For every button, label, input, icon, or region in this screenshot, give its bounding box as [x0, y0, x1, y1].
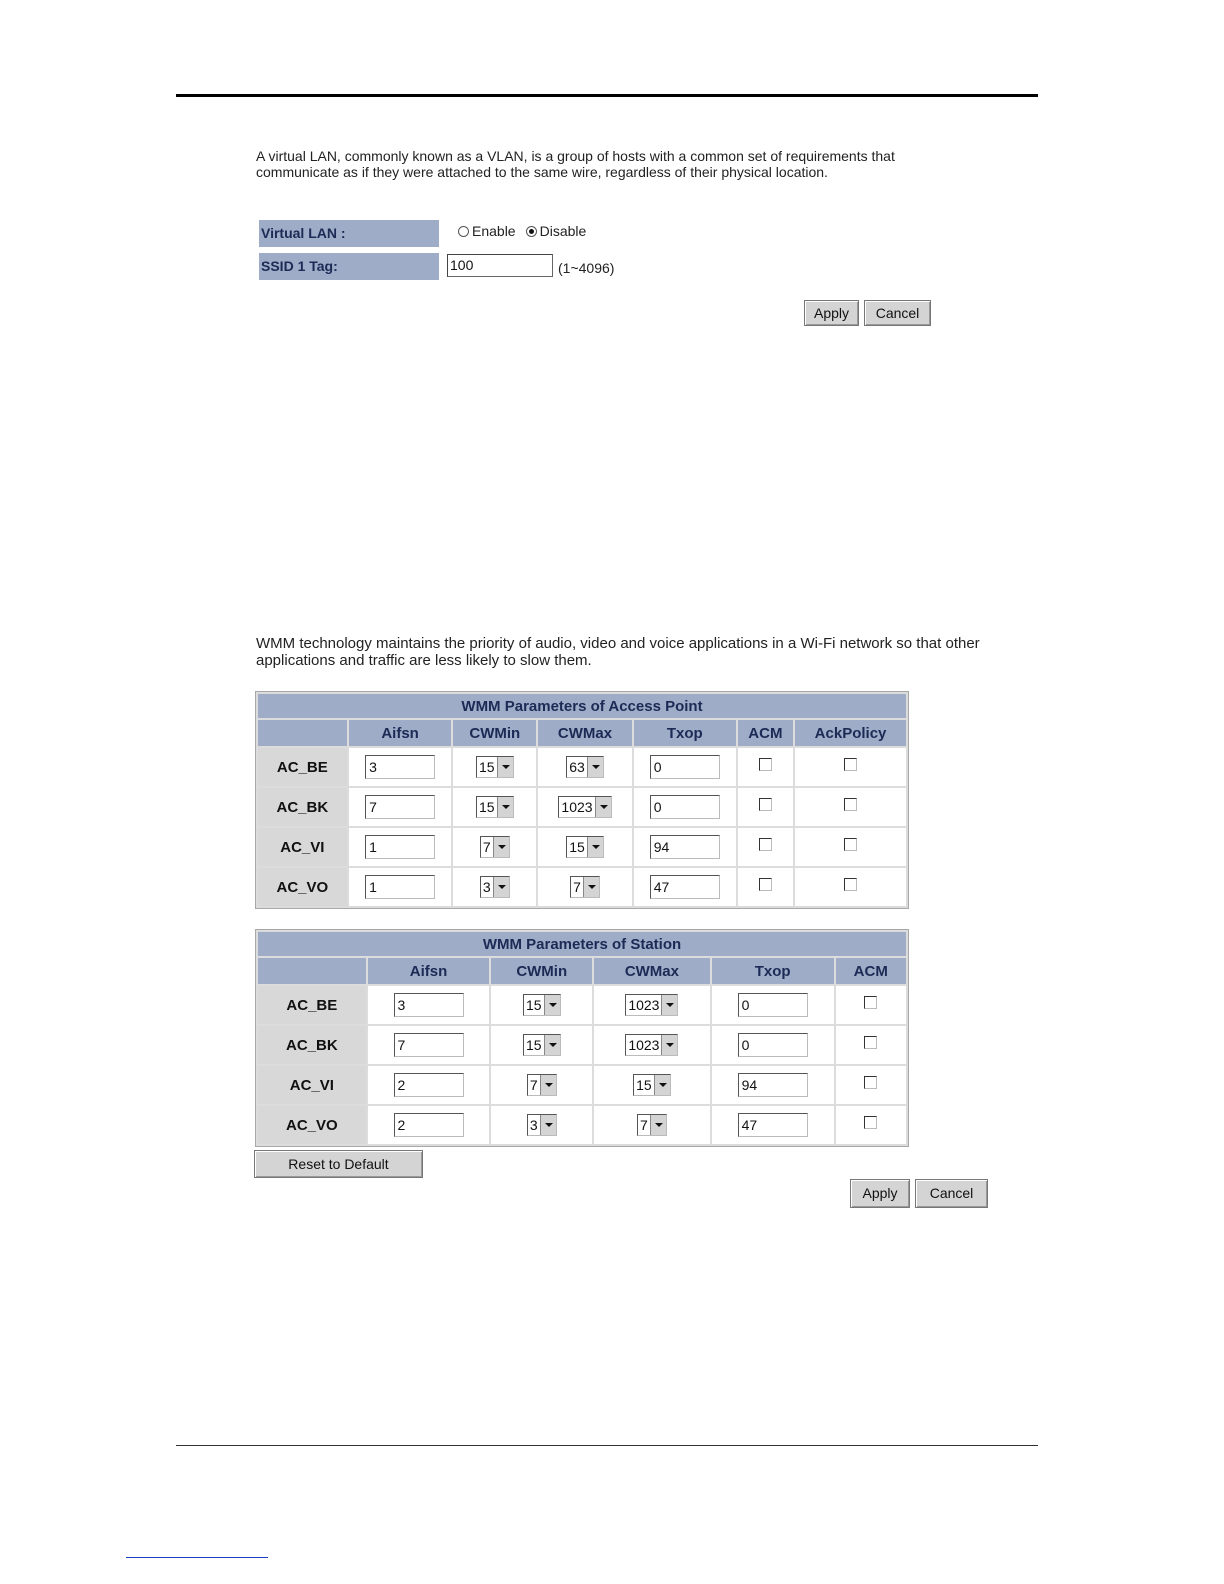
chevron-down-icon[interactable]	[587, 837, 603, 857]
cwmax-cell	[594, 1106, 710, 1144]
cwmax-select-value: 7	[640, 1117, 648, 1133]
acm-cell	[836, 986, 906, 1024]
table-row	[258, 986, 906, 1024]
cwmax-cell	[538, 868, 632, 906]
cwmin-cell	[491, 986, 592, 1024]
cwmax-select-value: 7	[573, 879, 581, 895]
cwmin-cell	[491, 1066, 592, 1104]
column-header-acm: ACM	[738, 720, 793, 746]
column-header-aifsn: Aifsn	[349, 720, 452, 746]
enable-radio-label: Enable	[472, 223, 516, 239]
acm-checkbox[interactable]	[864, 1076, 877, 1089]
cwmin-select[interactable]	[523, 1034, 561, 1056]
cwmin-select[interactable]	[476, 756, 514, 778]
cwmax-select[interactable]	[625, 994, 678, 1016]
aifsn-input[interactable]: 3	[394, 993, 464, 1017]
txop-cell	[634, 748, 736, 786]
cwmax-select[interactable]	[625, 1034, 678, 1056]
aifsn-input[interactable]: 2	[394, 1113, 464, 1137]
cwmax-select[interactable]	[633, 1074, 671, 1096]
vlan-cancel-button[interactable]: Cancel	[864, 300, 931, 326]
chevron-down-icon[interactable]	[661, 1035, 677, 1055]
ackpolicy-checkbox[interactable]	[844, 798, 857, 811]
acm-checkbox[interactable]	[759, 798, 772, 811]
aifsn-cell	[349, 868, 452, 906]
disable-radio[interactable]	[526, 226, 537, 237]
txop-cell	[712, 986, 834, 1024]
txop-cell	[712, 1106, 834, 1144]
header-rule	[176, 94, 1038, 97]
chevron-down-icon[interactable]	[540, 1115, 556, 1135]
row-header: AC_BE	[258, 986, 366, 1024]
column-header-txop: Txop	[712, 958, 834, 984]
acm-cell	[836, 1026, 906, 1064]
wmm-station-title: WMM Parameters of Station	[258, 932, 906, 956]
row-header: AC_VO	[258, 1106, 366, 1144]
vlan-apply-button[interactable]: Apply	[804, 300, 859, 326]
acm-cell	[836, 1106, 906, 1144]
column-header-cwmin: CWMin	[453, 720, 536, 746]
wmm-ap-corner	[258, 720, 347, 746]
table-row	[258, 788, 906, 826]
cwmax-cell	[594, 1066, 710, 1104]
txop-cell	[634, 868, 736, 906]
cwmax-select-value: 63	[569, 759, 585, 775]
wmm-ap-table	[255, 691, 909, 909]
chevron-down-icon[interactable]	[661, 995, 677, 1015]
txop-input[interactable]: 0	[650, 755, 720, 779]
column-header-txop: Txop	[634, 720, 736, 746]
cwmin-select-value: 15	[525, 1037, 542, 1053]
row-header: AC_VI	[258, 1066, 366, 1104]
txop-input[interactable]: 0	[738, 1033, 808, 1057]
acm-checkbox[interactable]	[759, 878, 772, 891]
chevron-down-icon[interactable]	[595, 797, 611, 817]
cwmin-cell	[491, 1106, 592, 1144]
cwmax-select-value: 15	[636, 1077, 652, 1093]
disable-radio-label: Disable	[539, 223, 587, 239]
aifsn-cell	[349, 828, 452, 866]
ackpolicy-cell	[795, 828, 906, 866]
chevron-down-icon[interactable]	[654, 1075, 670, 1095]
acm-cell	[738, 828, 793, 866]
aifsn-input[interactable]: 1	[365, 835, 435, 859]
column-header-cwmax: CWMax	[594, 958, 710, 984]
chevron-down-icon[interactable]	[493, 877, 509, 897]
cwmin-cell	[453, 828, 536, 866]
row-header: AC_VI	[258, 828, 347, 866]
chevron-down-icon[interactable]	[493, 837, 509, 857]
txop-input[interactable]: 94	[738, 1073, 808, 1097]
cwmax-cell	[594, 1026, 710, 1064]
acm-checkbox[interactable]	[864, 996, 877, 1009]
txop-cell	[712, 1066, 834, 1104]
chevron-down-icon[interactable]	[497, 797, 513, 817]
ackpolicy-checkbox[interactable]	[844, 758, 857, 771]
ackpolicy-cell	[795, 748, 906, 786]
ackpolicy-checkbox[interactable]	[844, 838, 857, 851]
txop-input[interactable]: 0	[650, 795, 720, 819]
cwmax-cell	[538, 748, 632, 786]
acm-cell	[738, 788, 793, 826]
cwmin-select-value: 7	[482, 839, 491, 855]
cwmin-select[interactable]	[527, 1074, 557, 1096]
ackpolicy-cell	[795, 868, 906, 906]
cwmax-select[interactable]	[558, 796, 611, 818]
aifsn-input[interactable]: 2	[394, 1073, 464, 1097]
table-row	[258, 1066, 906, 1104]
cwmin-select-value: 15	[479, 759, 495, 775]
aifsn-cell	[368, 1026, 490, 1064]
table-row	[258, 1106, 906, 1144]
cwmin-select[interactable]	[476, 796, 514, 818]
aifsn-cell	[368, 1066, 490, 1104]
wmm-ap-title: WMM Parameters of Access Point	[258, 694, 906, 718]
reset-to-default-button[interactable]: Reset to Default	[254, 1150, 423, 1178]
column-header-ackpolicy: AckPolicy	[795, 720, 906, 746]
chevron-down-icon[interactable]	[497, 757, 513, 777]
virtual-lan-radio-group	[458, 223, 596, 239]
wmm-cancel-button[interactable]: Cancel	[915, 1179, 988, 1208]
enable-radio[interactable]	[458, 226, 469, 237]
footer-link-underline	[126, 1557, 268, 1558]
table-row	[258, 828, 906, 866]
row-header: AC_BK	[258, 788, 347, 826]
wmm-apply-button[interactable]: Apply	[850, 1179, 910, 1208]
txop-input[interactable]: 47	[650, 875, 720, 899]
cwmin-select[interactable]	[523, 994, 561, 1016]
vlan-description: A virtual LAN, commonly known as a VLAN, is a group of hosts with a common set of requirements that communicate as if they were attached to the same wire, regardless of their physical location.	[256, 148, 895, 180]
cwmin-select-value: 7	[529, 1077, 538, 1093]
chevron-down-icon[interactable]	[540, 1075, 556, 1095]
acm-checkbox[interactable]	[864, 1116, 877, 1129]
aifsn-cell	[349, 748, 452, 786]
aifsn-input[interactable]: 7	[365, 795, 435, 819]
cwmin-select-value: 15	[479, 799, 495, 815]
table-row	[258, 1026, 906, 1064]
acm-checkbox[interactable]	[864, 1036, 877, 1049]
cwmin-cell	[453, 788, 536, 826]
aifsn-cell	[368, 1106, 490, 1144]
txop-cell	[634, 828, 736, 866]
footer-rule	[176, 1445, 1038, 1446]
cwmin-select-value: 3	[529, 1117, 538, 1133]
cwmax-select-value: 1023	[561, 799, 593, 815]
cwmax-select-value: 1023	[628, 997, 660, 1013]
chevron-down-icon[interactable]	[587, 757, 603, 777]
cwmin-select[interactable]	[480, 876, 510, 898]
cwmax-select-value: 1023	[628, 1037, 660, 1053]
row-header: AC_BK	[258, 1026, 366, 1064]
cwmax-select[interactable]	[566, 836, 604, 858]
cwmin-cell	[453, 748, 536, 786]
wmm-station-table	[255, 929, 909, 1147]
chevron-down-icon[interactable]	[544, 1035, 560, 1055]
acm-cell	[738, 868, 793, 906]
ssid-tag-range-hint: (1~4096)	[558, 260, 615, 276]
cwmin-cell	[453, 868, 536, 906]
table-row	[258, 868, 906, 906]
txop-input[interactable]: 0	[738, 993, 808, 1017]
wmm-station-corner	[258, 958, 366, 984]
row-header: AC_VO	[258, 868, 347, 906]
cwmax-cell	[538, 828, 632, 866]
cwmax-select[interactable]	[570, 876, 600, 898]
chevron-down-icon[interactable]	[650, 1115, 666, 1135]
txop-cell	[712, 1026, 834, 1064]
chevron-down-icon[interactable]	[544, 995, 560, 1015]
acm-checkbox[interactable]	[759, 838, 772, 851]
ssid-tag-input[interactable]: 100	[447, 254, 553, 277]
cwmin-select[interactable]	[527, 1114, 557, 1136]
txop-cell	[634, 788, 736, 826]
cwmax-select[interactable]	[637, 1114, 667, 1136]
ackpolicy-cell	[795, 788, 906, 826]
txop-input[interactable]: 47	[738, 1113, 808, 1137]
chevron-down-icon[interactable]	[583, 877, 599, 897]
aifsn-input[interactable]: 1	[365, 875, 435, 899]
virtual-lan-label: Virtual LAN :	[259, 220, 439, 247]
table-row	[258, 748, 906, 786]
cwmin-select-value: 3	[482, 879, 491, 895]
acm-cell	[738, 748, 793, 786]
txop-input[interactable]: 94	[650, 835, 720, 859]
wmm-description: WMM technology maintains the priority of audio, video and voice applications in a Wi-Fi network so that other applications and traffic are less likely to slow them.	[256, 635, 980, 669]
cwmin-select-value: 15	[525, 997, 542, 1013]
acm-cell	[836, 1066, 906, 1104]
ssid-tag-label: SSID 1 Tag:	[259, 253, 439, 280]
aifsn-cell	[349, 788, 452, 826]
cwmax-select[interactable]	[566, 756, 604, 778]
cwmax-cell	[594, 986, 710, 1024]
ackpolicy-checkbox[interactable]	[844, 878, 857, 891]
acm-checkbox[interactable]	[759, 758, 772, 771]
aifsn-input[interactable]: 7	[394, 1033, 464, 1057]
row-header: AC_BE	[258, 748, 347, 786]
column-header-cwmin: CWMin	[491, 958, 592, 984]
aifsn-input[interactable]: 3	[365, 755, 435, 779]
cwmin-cell	[491, 1026, 592, 1064]
cwmax-select-value: 15	[569, 839, 585, 855]
aifsn-cell	[368, 986, 490, 1024]
column-header-acm: ACM	[836, 958, 906, 984]
column-header-aifsn: Aifsn	[368, 958, 490, 984]
cwmax-cell	[538, 788, 632, 826]
column-header-cwmax: CWMax	[538, 720, 632, 746]
cwmin-select[interactable]	[480, 836, 510, 858]
